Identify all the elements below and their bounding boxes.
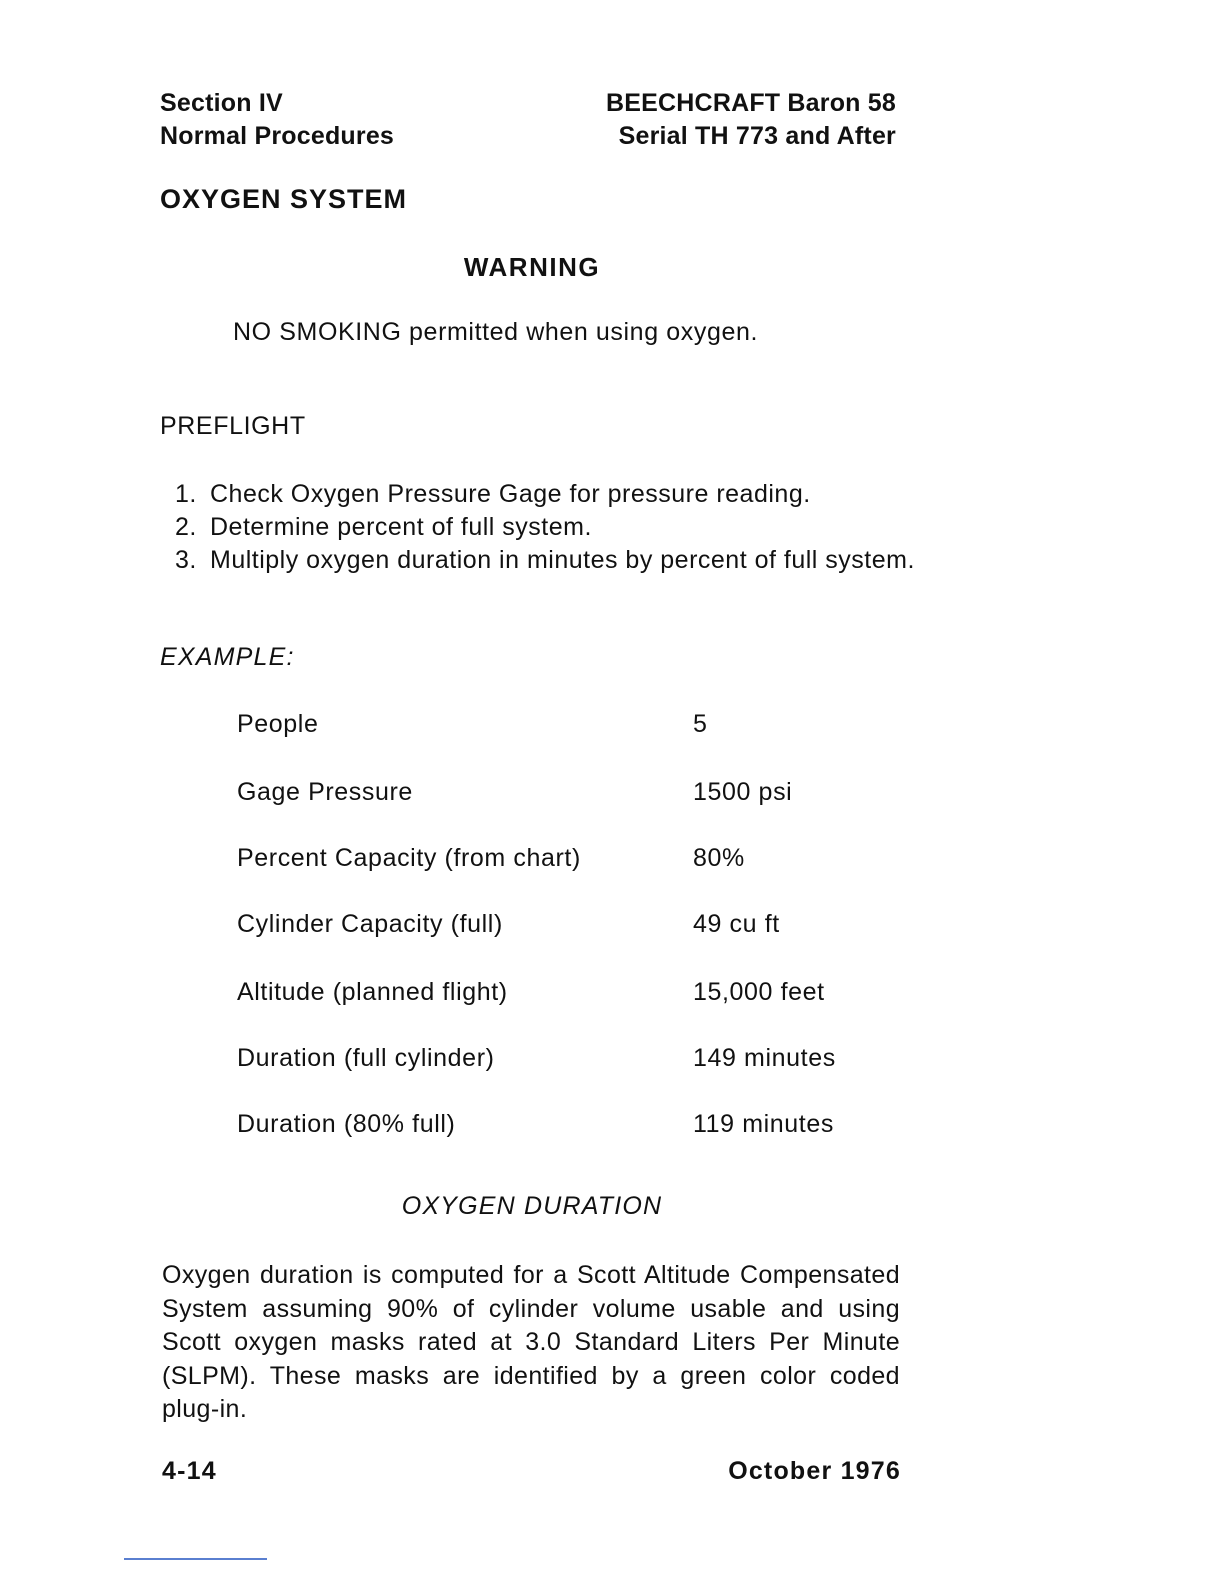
example-row — [0, 1044, 1224, 1078]
example-row-value: 149 minutes — [693, 1044, 836, 1072]
example-row-value: 15,000 feet — [693, 978, 825, 1006]
preflight-step — [175, 544, 915, 577]
example-row — [0, 910, 1224, 944]
page-number: 4-14 — [162, 1457, 217, 1485]
warning-text: NO SMOKING permitted when using oxygen. — [233, 318, 758, 346]
preflight-heading: PREFLIGHT — [160, 412, 306, 440]
example-row-label: People — [237, 710, 319, 738]
example-row-label: Percent Capacity (from chart) — [237, 844, 581, 872]
preflight-step — [175, 478, 915, 511]
example-row — [0, 778, 1224, 812]
example-row-label: Gage Pressure — [237, 778, 413, 806]
example-label: EXAMPLE: — [160, 643, 295, 671]
step-text: Check Oxygen Pressure Gage for pressure reading. — [210, 480, 811, 508]
example-row-value: 119 minutes — [693, 1110, 834, 1138]
step-text: Multiply oxygen duration in minutes by percent of full system. — [210, 546, 915, 574]
header-section — [160, 87, 394, 153]
example-row-value: 5 — [693, 710, 708, 738]
preflight-steps — [175, 478, 915, 577]
example-row-value: 1500 psi — [693, 778, 793, 806]
page-title: OXYGEN SYSTEM — [160, 184, 408, 214]
section-title: Normal Procedures — [160, 122, 395, 150]
example-row-value: 80% — [693, 844, 745, 872]
step-number: 3. — [175, 546, 197, 574]
example-row-label: Cylinder Capacity (full) — [237, 910, 503, 938]
step-text: Determine percent of full system. — [210, 513, 592, 541]
step-number: 1. — [175, 480, 197, 508]
example-row-value: 49 cu ft — [693, 910, 780, 938]
step-number: 2. — [175, 513, 197, 541]
duration-caption: OXYGEN DURATION — [401, 1192, 663, 1220]
scan-mark-divider — [124, 1558, 267, 1560]
aircraft-serial: Serial TH 773 and After — [618, 122, 896, 150]
example-row-label: Duration (80% full) — [237, 1110, 456, 1138]
header-aircraft — [606, 87, 896, 153]
duration-paragraph: Oxygen duration is computed for a Scott Altitude Compensated System assuming 90% of cylinder volume usable and using Scott oxygen masks rated at 3.0 Standard Liters Per Minute (SLPM). These masks are identified by a green color coded plug-in. — [162, 1261, 900, 1423]
warning-heading: WARNING — [463, 252, 601, 282]
example-row-label: Duration (full cylinder) — [237, 1044, 495, 1072]
example-row-label: Altitude (planned flight) — [237, 978, 508, 1006]
example-row — [0, 1110, 1224, 1144]
example-row — [0, 978, 1224, 1012]
preflight-step — [175, 511, 915, 544]
example-row — [0, 844, 1224, 878]
example-row — [0, 710, 1224, 744]
revision-date: October 1976 — [728, 1457, 901, 1485]
aircraft-model: BEECHCRAFT Baron 58 — [606, 89, 896, 117]
section-number: Section IV — [160, 89, 283, 117]
